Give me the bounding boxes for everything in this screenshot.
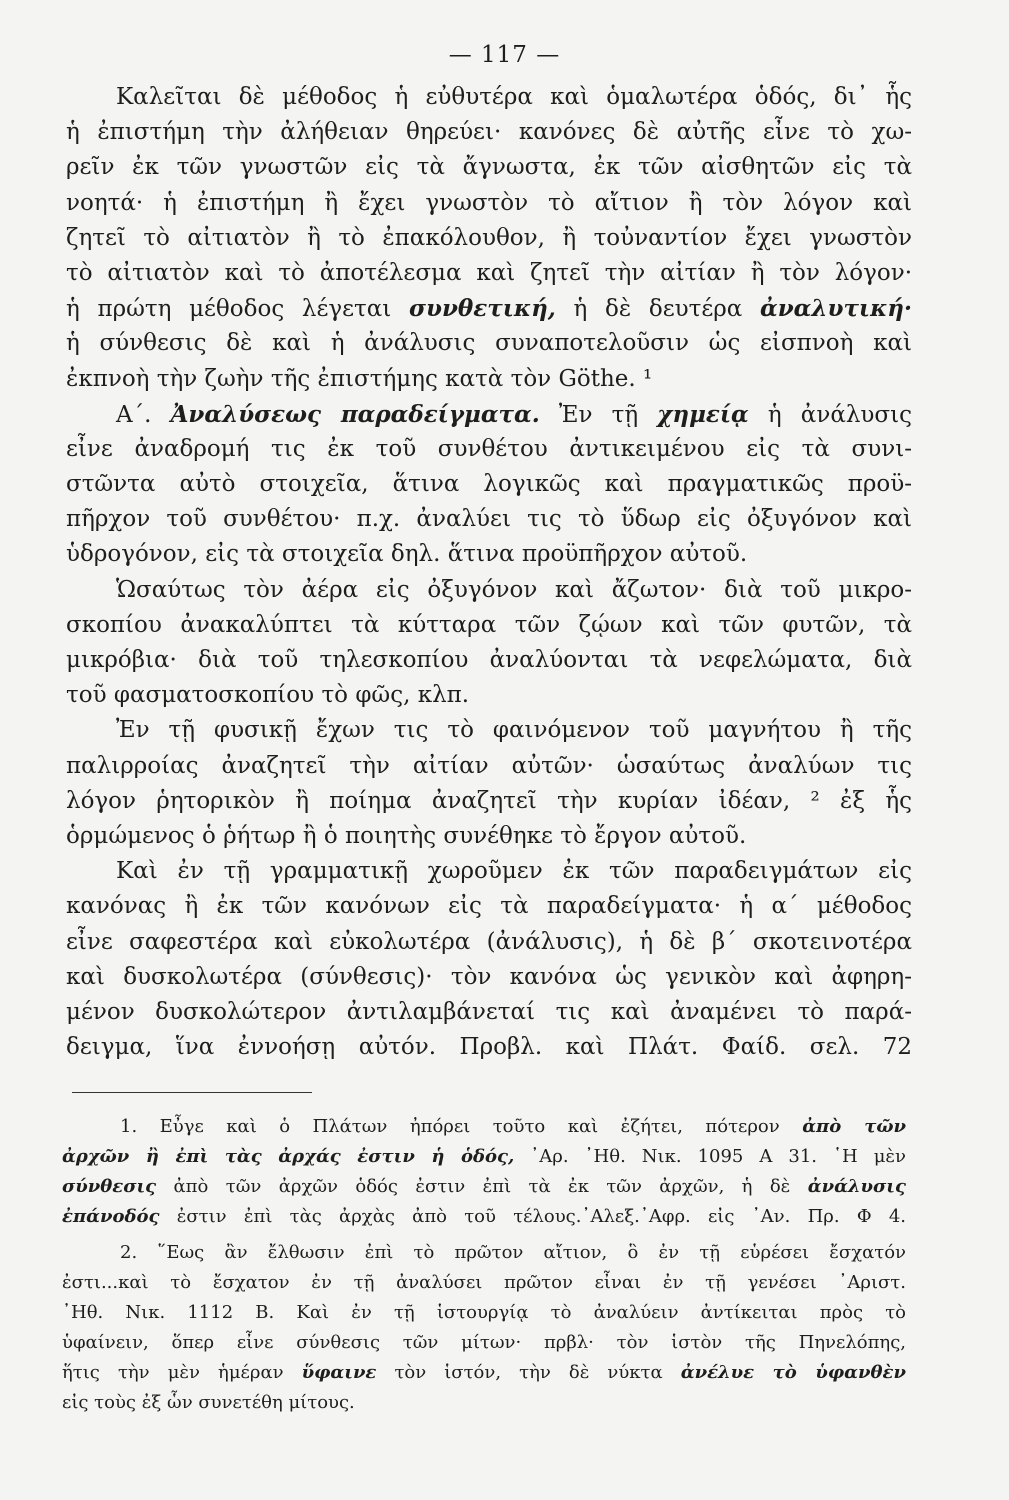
text-line: ὁρμώμενος ὁ ῥήτωρ ἢ ὁ ποιητὴς συνέθηκε τὸ ἔργον αὐτοῦ. [66, 822, 747, 849]
footnote-line: ὑφαίνειν, ὅπερ εἶνε σύνθεσις τῶν μίτων· πρβλ· τὸν ἱστὸν τῆς Πηνελόπης, [62, 1332, 906, 1353]
text-line: Ὡσαύτως τὸν ἀέρα εἰς ὀξυγόνον καὶ ἄζωτον· διὰ τοῦ μικρο- [116, 576, 912, 603]
text-line: σκοπίου ἀνακαλύπτει τὰ κύτταρα τῶν ζῴων καὶ τῶν φυτῶν, τὰ [66, 611, 912, 638]
footnote-line [62, 1172, 906, 1202]
paragraph-physics [66, 713, 912, 854]
footnote-2 [62, 1238, 906, 1418]
paragraph-grammar [66, 854, 912, 1065]
text-span: ἡ πρώτη μέθοδος λέγεται [66, 296, 392, 323]
text-line: ζητεῖ τὸ αἰτιατὸν ἢ τὸ ἐπακόλουθον, ἢ τοὐναντίον ἔχει γνωστὸν [66, 224, 912, 251]
text-line: ὑδρογόνον, εἰς τὰ στοιχεῖα δηλ. ἅτινα προϋπῆρχον αὐτοῦ. [66, 541, 748, 568]
text-line [66, 291, 912, 326]
paragraph-method [66, 80, 912, 397]
quote-span: ἀνάλυσις [807, 1176, 906, 1197]
text-line: πῆρχον τοῦ συνθέτου· π.χ. ἀναλύει τις τὸ ὕδωρ εἰς ὀξυγόνον καὶ [66, 506, 912, 533]
footnote-line [62, 1358, 906, 1388]
footnote-line [62, 1112, 906, 1142]
text-line: Καλεῖται δὲ μέθοδος ἡ εὐθυτέρα καὶ ὁμαλωτέρα ὁδός, δι᾿ ἧς [116, 84, 912, 110]
text-line: παλιρροίας ἀναζητεῖ τὴν αἰτίαν αὐτῶν· ὡσαύτως ἀναλύων τις [66, 752, 912, 779]
paragraph-analysis-examples [66, 397, 912, 573]
text-line: εἶνε σαφεστέρα καὶ εὐκολωτέρα (ἀνάλυσις), ἡ δὲ β΄ σκοτεινοτέρα [66, 928, 912, 955]
quote-span: ἀρχῶν ἢ ἐπὶ τὰς ἀρχάς ἐστιν ἡ ὁδός, [62, 1146, 515, 1167]
text-line: τὸ αἰτιατὸν καὶ τὸ ἀποτέλεσμα καὶ ζητεῖ τὴν αἰτίαν ἢ τὸν λόγον· [66, 259, 912, 286]
text-span: ἥτις τὴν μὲν ἡμέραν [62, 1362, 284, 1383]
text-line: Καὶ ἐν τῇ γραμματικῇ χωροῦμεν ἐκ τῶν παραδειγμάτων εἰς [116, 858, 912, 885]
text-span: ἡ δὲ δευτέρα [573, 296, 743, 323]
footnote-line [62, 1142, 906, 1172]
term-synthetic: συνθετική, [409, 295, 556, 323]
text-line [66, 397, 912, 432]
footnote-line: ἐστι...καὶ τὸ ἔσχατον ἐν τῇ ἀναλύσει πρῶτον εἶναι ἐν τῇ γενέσει ᾿Αριστ. [62, 1272, 906, 1293]
text-line: ρεῖν ἐκ τῶν γνωστῶν εἰς τὰ ἄγνωστα, ἐκ τῶν αἰσθητῶν εἰς τὰ [66, 154, 912, 181]
quote-span: ὕφαινε [301, 1362, 377, 1383]
text-line: εἶνε ἀναδρομή τις ἐκ τοῦ συνθέτου ἀντικειμένου εἰς τὰ συνι- [66, 435, 912, 462]
footnote-line: εἰς τοὺς ἐξ ὧν συνετέθη μίτους. [62, 1392, 355, 1413]
section-heading: Ἀναλύσεως παραδείγματα. [170, 400, 540, 428]
main-text [66, 80, 912, 1065]
text-span: ἡ ἀνάλυσις [767, 401, 912, 428]
paragraph-air [66, 573, 912, 714]
quote-span: ἐπάνοδός [62, 1206, 160, 1227]
text-line: τοῦ φασματοσκοπίου τὸ φῶς, κλπ. [66, 682, 470, 709]
quote-span: ἀνέλυε τὸ ὑφανθὲν [680, 1362, 906, 1383]
footnote-1 [62, 1112, 906, 1232]
footnote-divider [72, 1092, 312, 1093]
text-line: στῶντα αὐτὸ στοιχεῖα, ἅτινα λογικῶς καὶ πραγματικῶς προϋ- [66, 471, 912, 498]
section-number: Α΄. [116, 401, 152, 428]
term-analytic: ἀναλυτική· [760, 295, 912, 323]
text-span: ἀπὸ τῶν ἀρχῶν ὁδός ἐστιν ἐπὶ τὰ ἐκ τῶν ἀρχῶν, ἡ δὲ [173, 1176, 791, 1197]
text-line: ἡ σύνθεσις δὲ καὶ ἡ ἀνάλυσις συναποτελοῦσιν ὡς εἰσπνοὴ καὶ [66, 330, 912, 357]
page-number: — 117 — [448, 42, 561, 68]
text-span: Ἐν τῇ [558, 401, 639, 428]
term-chemistry: χημείᾳ [657, 400, 749, 428]
footnote-line: ᾿Ηθ. Νικ. 1112 Β. Καὶ ἐν τῇ ἱστουργίᾳ τὸ ἀναλύειν ἀντίκειται πρὸς τὸ [62, 1302, 906, 1323]
text-line: κανόνας ἢ ἐκ τῶν κανόνων εἰς τὰ παραδείγματα· ἡ α΄ μέθοδος [66, 893, 912, 920]
text-span: ἐστιν ἐπὶ τὰς ἀρχὰς ἀπὸ τοῦ τέλους.᾿Αλεξ.᾿Αφρ. εἰς ᾿Αν. Πρ. Φ 4. [176, 1206, 906, 1227]
footnotes [62, 1112, 906, 1418]
quote-span: ἀπὸ τῶν [802, 1116, 906, 1137]
quote-span: σύνθεσις [62, 1176, 157, 1197]
text-span: 1. Εὖγε καὶ ὁ Πλάτων ἠπόρει τοῦτο καὶ ἐζήτει, πότερον [120, 1116, 780, 1137]
text-line: καὶ δυσκολωτέρα (σύνθεσις)· τὸν κανόνα ὡς γενικὸν καὶ ἀφηρη- [66, 963, 912, 990]
text-line: νοητά· ἡ ἐπιστήμη ἢ ἔχει γνωστὸν τὸ αἴτιον ἢ τὸν λόγον καὶ [66, 189, 912, 216]
footnote-line [62, 1202, 906, 1232]
text-line: Ἐν τῇ φυσικῇ ἔχων τις τὸ φαινόμενον τοῦ μαγνήτου ἢ τῆς [116, 717, 912, 744]
text-line: μένον δυσκολώτερον ἀντιλαμβάνεταί τις καὶ ἀναμένει τὸ παρά- [66, 998, 912, 1025]
text-span: τὸν ἱστόν, τὴν δὲ νύκτα [394, 1362, 663, 1383]
text-line: λόγον ῥητορικὸν ἢ ποίημα ἀναζητεῖ τὴν κυρίαν ἰδέαν, ² ἐξ ἧς [66, 787, 912, 814]
text-span: ᾿Αρ. ᾿Ηθ. Νικ. 1095 Α 31. ῾Η μὲν [530, 1146, 906, 1167]
text-line: μικρόβια· διὰ τοῦ τηλεσκοπίου ἀναλύονται τὰ νεφελώματα, διὰ [66, 647, 912, 673]
text-line: ἐκπνοὴ τὴν ζωὴν τῆς ἐπιστήμης κατὰ τὸν Göthe. ¹ [66, 365, 653, 392]
text-line: ἡ ἐπιστήμη τὴν ἀλήθειαν θηρεύει· κανόνες δὲ αὐτῆς εἶνε τὸ χω- [66, 119, 912, 146]
text-line: δειγμα, ἵνα ἐννοήσῃ αὐτόν. Προβλ. καὶ Πλάτ. Φαίδ. σελ. 72 [66, 1034, 912, 1061]
footnote-line: 2. ῞Εως ἂν ἔλθωσιν ἐπὶ τὸ πρῶτον αἴτιον, ὃ ἐν τῇ εὑρέσει ἔσχατόν [120, 1242, 906, 1263]
